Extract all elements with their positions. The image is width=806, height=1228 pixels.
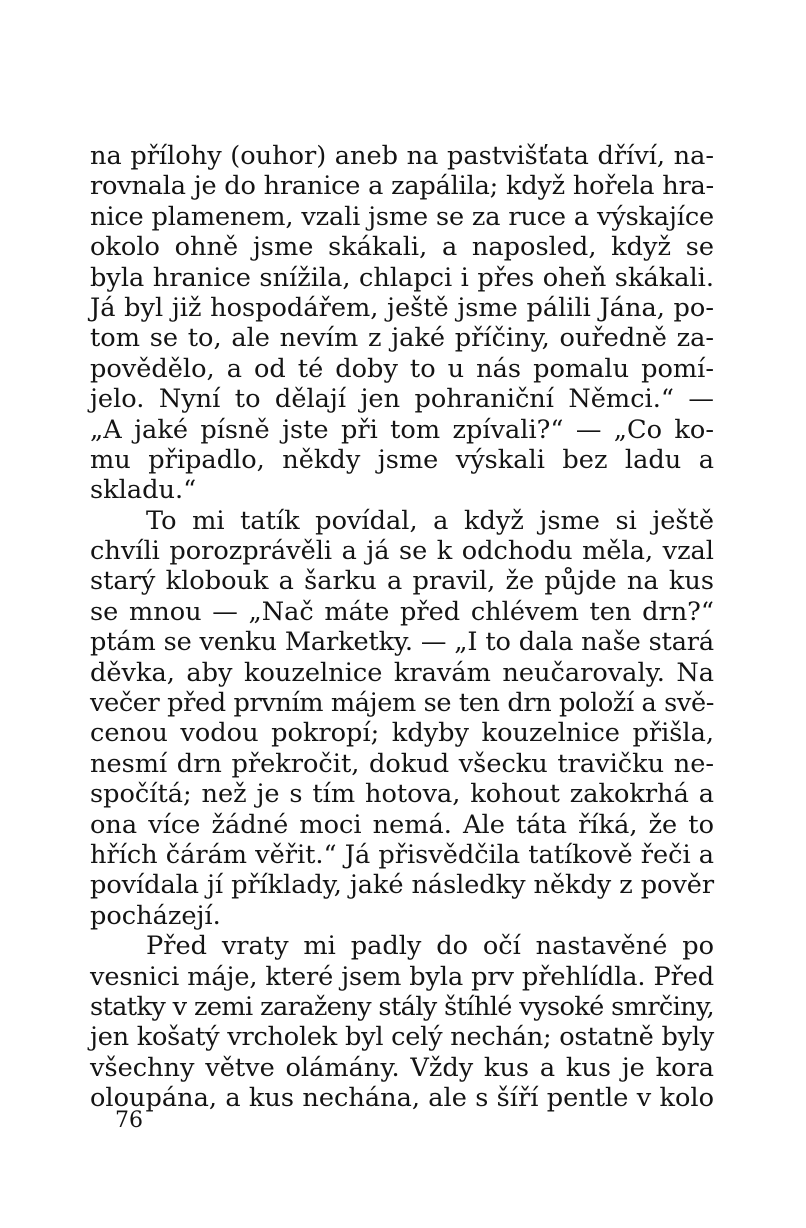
text-line: chvíli porozprávěli a já se k odchodu měla, vzal (90, 536, 714, 567)
text-line: jen košatý vrcholek byl celý nechán; ostatně byly (90, 1022, 714, 1053)
text-line: nice plamenem, vzali jsme se za ruce a výskajíce (90, 201, 714, 232)
text-line: ptám se venku Marketky. — „I to dala naše stará (90, 627, 714, 658)
text-line: „A jaké písně jste při tom zpívali?“ — „Co ko- (90, 414, 714, 445)
text-line: To mi tatík povídal, a když jsme si ještě (146, 505, 714, 536)
text-line: okolo ohně jsme skákali, a naposled, když se (90, 232, 714, 263)
text-line: Před vraty mi padly do očí nastavěné po (146, 931, 714, 962)
text-line: jelo. Nyní to dělají jen pohraniční Němci.“ — (90, 384, 714, 415)
text-line: nesmí drn překročit, dokud všecku travičku ne- (90, 748, 714, 779)
text-line: byla hranice snížila, chlapci i přes oheň skákali. (90, 262, 714, 293)
text-line: rovnala je do hranice a zapálila; když hořela hra- (90, 171, 714, 202)
text-line: hřích čárám věřit.“ Já přisvědčila tatíkově řeči a (90, 839, 714, 870)
text-line: tom se to, ale nevím z jaké příčiny, ouředně za- (90, 323, 714, 354)
body-text (90, 141, 714, 1114)
text-line: děvka, aby kouzelnice kravám neučarovaly. Na (90, 657, 714, 688)
text-line: povídala jí příklady, jaké následky někdy z pověr (90, 870, 714, 901)
text-line: se mnou — „Nač máte před chlévem ten drn?“ (90, 596, 714, 627)
text-line: oloupána, a kus nechána, ale s šíří pentle v kolo (90, 1083, 714, 1114)
text-line: starý klobouk a šarku a pravil, že půjde na kus (90, 566, 714, 597)
text-line: na přílohy (ouhor) aneb na pastvišťata dříví, na- (90, 141, 714, 171)
text-line: všechny větve olámány. Vždy kus a kus je kora (90, 1052, 714, 1083)
page-number: 76 (115, 1108, 143, 1133)
text-line: pocházejí. (90, 900, 221, 931)
text-line: statky v zemi zaraženy stály štíhlé vysoké smrčiny, (90, 991, 714, 1022)
text-line: cenou vodou pokropí; kdyby kouzelnice přišla, (90, 718, 714, 749)
text-line: povědělo, a od té doby to u nás pomalu pomí- (90, 353, 714, 384)
text-line: ona více žádné moci nemá. Ale táta říká, že to (90, 809, 714, 840)
text-line: mu připadlo, někdy jsme výskali bez ladu a (90, 444, 714, 475)
text-line: spočítá; než je s tím hotova, kohout zakokrhá a (90, 779, 714, 810)
text-line: vesnici máje, které jsem byla prv přehlídla. Před (90, 961, 714, 992)
text-line: Já byl již hospodářem, ještě jsme pálili Jána, po- (90, 292, 714, 323)
text-line: skladu.“ (90, 475, 197, 506)
text-line: večer před prvním májem se ten drn položí a svě- (90, 688, 714, 719)
